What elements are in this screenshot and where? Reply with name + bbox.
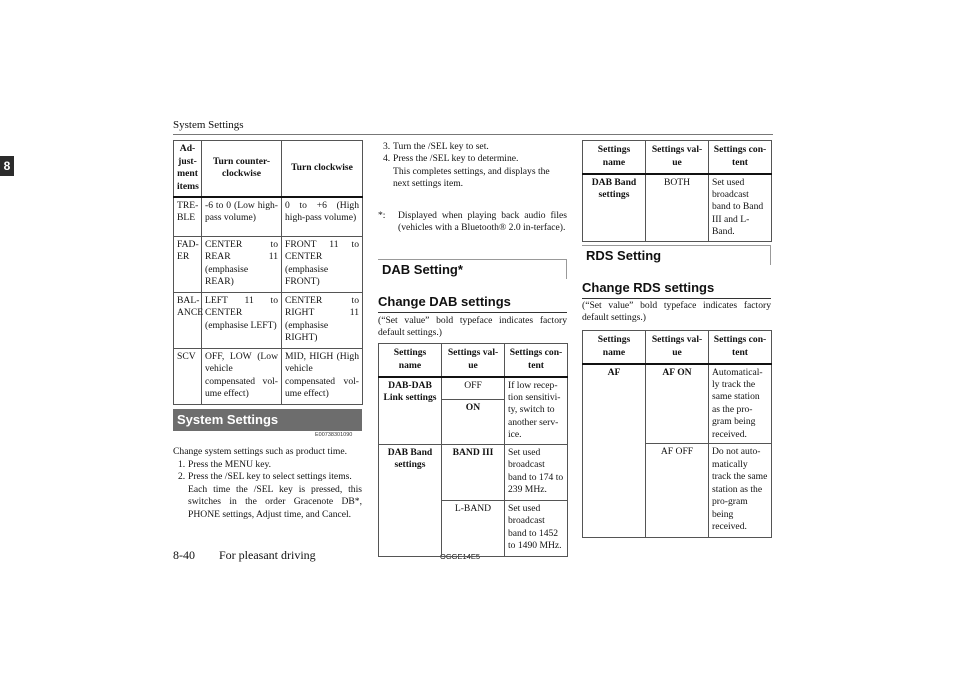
table-cell: 0 to +6 (High high-pass volume): [282, 197, 363, 237]
col-header-settings-content: Settings con-tent: [709, 141, 772, 174]
adjustment-table: [173, 140, 363, 405]
footnote: [378, 210, 567, 235]
table-cell: FAD-ER: [174, 237, 202, 293]
footnote-mark: *:: [378, 210, 386, 221]
table-cell: OFF: [442, 377, 505, 400]
section-header-title: System Settings: [173, 119, 244, 131]
table-cell: SCV: [174, 349, 202, 405]
header-rule: [173, 134, 773, 135]
rds-settings-table: [582, 330, 772, 538]
dab-intro: (“Set value” bold typeface indicates factory default settings.): [378, 315, 567, 339]
col-header-settings-value: Settings val-ue: [646, 141, 709, 174]
step-number: 2.: [178, 471, 186, 483]
table-cell: AF: [583, 364, 646, 538]
step-3: [383, 141, 567, 153]
dab-band-table-continued: [582, 140, 772, 242]
table-cell: OFF, LOW (Low vehicle compensated vol-ume effect): [202, 349, 282, 405]
table-cell: FRONT 11 to CENTER (emphasise FRONT): [282, 237, 363, 293]
step-text: Turn the /SEL key to set.: [393, 141, 489, 152]
col-header-settings-value: Settings val-ue: [646, 331, 709, 364]
table-cell: Set used broadcast band to 174 to 239 MHz.: [505, 444, 568, 500]
step-1: [178, 459, 362, 471]
col-header-settings-name: Settings name: [583, 141, 646, 174]
col-header-settings-value: Settings val-ue: [442, 344, 505, 377]
steps-list-middle: [383, 141, 567, 191]
chapter-tab: 8: [0, 156, 14, 176]
page-number: 8-40: [173, 548, 195, 562]
dab-setting-heading: DAB Setting*: [378, 259, 567, 279]
table-cell: CENTER to REAR 11 (emphasise REAR): [202, 237, 282, 293]
table-cell: MID, HIGH (High vehicle compensated vol-ume effect): [282, 349, 363, 405]
col-header-adjustment-items: Ad-just-ment items: [174, 141, 202, 197]
col-header-settings-content: Settings con-tent: [505, 344, 568, 377]
table-cell: BOTH: [646, 174, 709, 242]
document-code: OGGE14E5: [440, 552, 481, 561]
change-dab-settings-heading: Change DAB settings: [378, 294, 567, 313]
section-id: E00738301090: [315, 432, 353, 438]
table-cell: L-BAND: [442, 500, 505, 556]
steps-list-left: [178, 459, 362, 521]
page-footer-title: For pleasant driving: [219, 548, 316, 562]
system-settings-heading: System Settings: [173, 409, 362, 431]
table-cell: DAB Band settings: [583, 174, 646, 242]
col-header-settings-content: Settings con-tent: [709, 331, 772, 364]
step-text: Press the /SEL key to select settings items.: [188, 471, 352, 483]
table-cell: Set used broadcast band to 1452 to 1490 MHz.: [505, 500, 568, 556]
table-cell: LEFT 11 to CENTER (emphasise LEFT): [202, 293, 282, 349]
step-number: 4.: [383, 153, 391, 165]
table-cell: Do not auto-matically track the same station as the pro-gram being received.: [709, 444, 772, 538]
step-detail: This completes settings, and displays the next settings item.: [393, 165, 550, 190]
table-cell: If low recep-tion sensitivi-ty, switch to another serv-ice.: [505, 377, 568, 445]
system-settings-intro: Change system settings such as product time.: [173, 446, 347, 457]
dab-settings-table: [378, 343, 568, 557]
rds-setting-heading: RDS Setting: [582, 245, 771, 265]
table-cell: AF ON: [646, 364, 709, 444]
step-2: [178, 471, 362, 521]
step-detail: Each time the /SEL key is pressed, this switches in the order Gracenote DB*, PHONE settings, Adjust time, and Cancel.: [188, 483, 362, 520]
table-cell: TRE-BLE: [174, 197, 202, 237]
table-cell: CENTER to RIGHT 11 (emphasise RIGHT): [282, 293, 363, 349]
step-number: 1.: [178, 459, 186, 470]
table-cell: AF OFF: [646, 444, 709, 538]
col-header-settings-name: Settings name: [379, 344, 442, 377]
table-cell: Set used broadcast band to Band III and L-Band.: [709, 174, 772, 242]
table-cell: -6 to 0 (Low high-pass volume): [202, 197, 282, 237]
step-text: Press the MENU key.: [188, 459, 272, 470]
col-header-clockwise: Turn clockwise: [282, 141, 363, 197]
table-cell: DAB Band settings: [379, 444, 442, 556]
step-text: Press the /SEL key to determine.: [393, 153, 519, 165]
table-cell: DAB-DAB Link settings: [379, 377, 442, 445]
footnote-text: Displayed when playing back audio files (vehicles with a Bluetooth® 2.0 in-terface).: [398, 210, 567, 234]
table-cell: ON: [442, 399, 505, 444]
table-cell: Automatical-ly track the same station as the pro-gram being received.: [709, 364, 772, 444]
table-cell: BAL-ANCE: [174, 293, 202, 349]
table-cell: BAND III: [442, 444, 505, 500]
col-header-counter-clockwise: Turn counter-clockwise: [202, 141, 282, 197]
rds-intro: (“Set value” bold typeface indicates factory default settings.): [582, 300, 771, 324]
change-rds-settings-heading: Change RDS settings: [582, 280, 771, 299]
step-4: [383, 153, 567, 190]
col-header-settings-name: Settings name: [583, 331, 646, 364]
step-number: 3.: [383, 141, 391, 152]
